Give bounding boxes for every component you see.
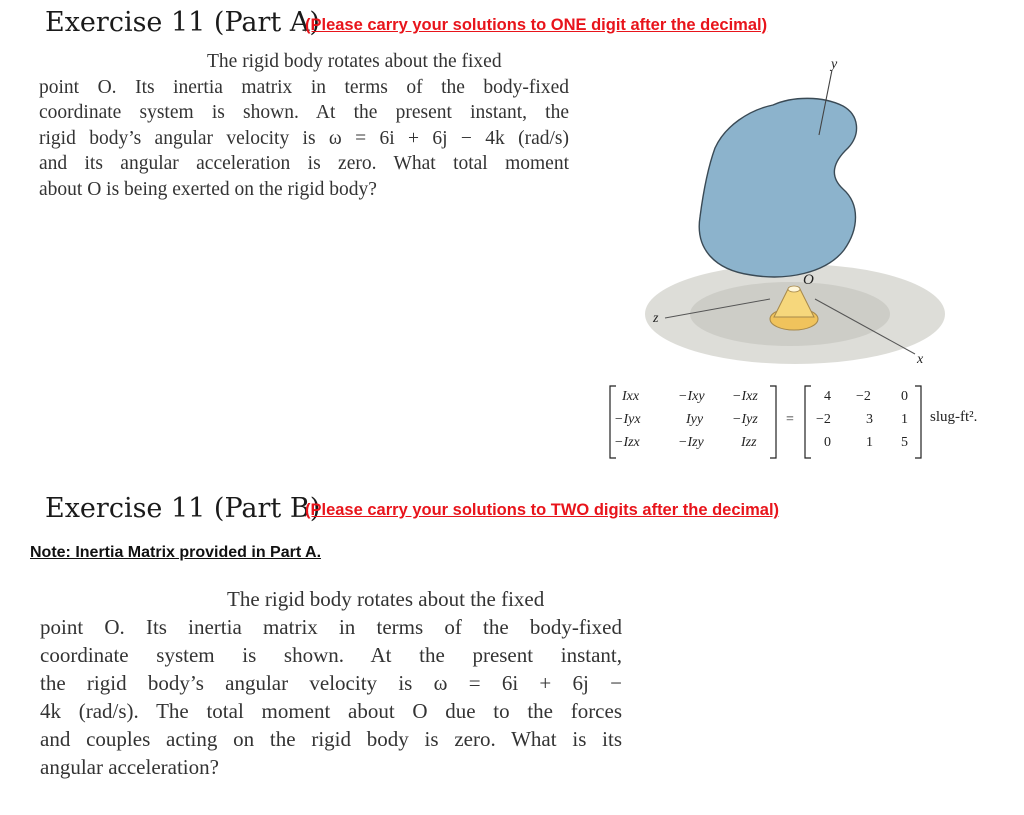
part-a-line-4: rigid body’s angular velocity is ω = 6i + 6j − 4k (rad/s) <box>39 127 569 149</box>
pedestal-top <box>788 286 800 292</box>
mat-l-r3c2: −Izy <box>678 435 704 450</box>
part-b-line-7: angular acceleration? <box>40 755 219 779</box>
rigid-body-figure <box>645 52 945 382</box>
part-b-matrix-note: Note: Inertia Matrix provided in Part A. <box>30 544 322 561</box>
label-y: y <box>831 57 838 72</box>
label-z: z <box>653 311 659 326</box>
mat-r-r3c3: 5 <box>901 435 908 450</box>
mat-l-r2c3: −Iyz <box>732 412 758 427</box>
part-b-line-3: coordinate system is shown. At the present instant, <box>40 643 622 667</box>
part-b-line-4: the rigid body’s angular velocity is ω = 6i + 6j − <box>40 671 622 695</box>
mat-r-r1c2: −2 <box>856 389 871 404</box>
mat-l-r1c1: Ixx <box>622 389 640 404</box>
label-o: O <box>803 272 814 288</box>
mat-l-r2c1: −Iyx <box>614 412 641 427</box>
part-a-line-5: and its angular acceleration is zero. What total moment <box>39 153 569 175</box>
mat-l-r1c2: −Ixy <box>678 389 705 404</box>
part-b-line-2: point O. Its inertia matrix in terms of the body-fixed <box>40 615 622 639</box>
mat-l-r3c3: Izz <box>741 435 757 450</box>
part-b-line-5: 4k (rad/s). The total moment about O due to the forces <box>40 699 622 723</box>
part-a-line-2: point O. Its inertia matrix in terms of the body-fixed <box>39 76 569 98</box>
part-a-precision-note: (Please carry your solutions to ONE digit after the decimal) <box>305 16 768 34</box>
matrix-equals-sign: = <box>786 412 794 427</box>
part-a-line-1: The rigid body rotates about the fixed <box>207 51 502 72</box>
mat-r-r3c2: 1 <box>866 435 873 450</box>
mat-r-r1c3: 0 <box>901 389 908 404</box>
part-a-line-6: about O is being exerted on the rigid body? <box>39 178 377 200</box>
part-b-title: Exercise 11 (Part B) <box>45 493 321 524</box>
inertia-matrix <box>600 382 1000 462</box>
part-b-precision-note: (Please carry your solutions to TWO digits after the decimal) <box>305 501 780 519</box>
mat-l-r1c3: −Ixz <box>732 389 758 404</box>
part-a-title: Exercise 11 (Part A) <box>45 7 320 38</box>
mat-r-r2c3: 1 <box>901 412 908 427</box>
part-b-line-1: The rigid body rotates about the fixed <box>227 587 545 611</box>
part-a-line-3: coordinate system is shown. At the present instant, the <box>39 102 569 124</box>
mat-r-r3c1: 0 <box>824 435 831 450</box>
part-b-line-6: and couples acting on the rigid body is zero. What is its <box>40 727 622 751</box>
mat-r-r2c2: 3 <box>866 412 873 427</box>
mat-l-r2c2: Iyy <box>686 412 704 427</box>
rigid-body-blob <box>699 98 856 277</box>
matrix-units: slug-ft². <box>930 409 978 425</box>
mat-r-r1c1: 4 <box>824 389 831 404</box>
mat-r-r2c1: −2 <box>816 412 831 427</box>
mat-l-r3c1: −Izx <box>614 435 640 450</box>
label-x: x <box>917 352 924 367</box>
part-a-problem-text <box>39 49 569 203</box>
part-b-problem-text <box>40 585 622 781</box>
